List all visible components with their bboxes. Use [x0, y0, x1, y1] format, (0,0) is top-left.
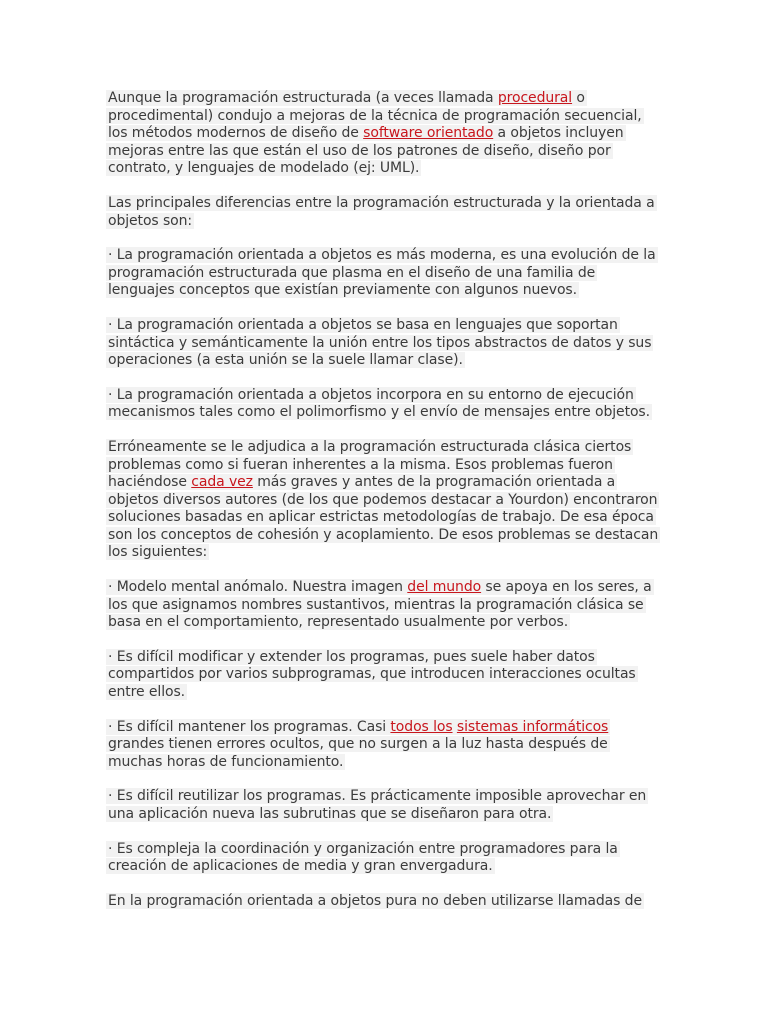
text-run: a objetos incluyen mejoras entre las que están el uso de los patrones de diseño, diseño por contrato, y lenguajes de modelado (ej: UML).	[108, 125, 624, 177]
paragraph-text	[106, 439, 660, 561]
text-run: Las principales diferencias entre la programación estructurada y la orientada a objetos son:	[108, 194, 655, 229]
paragraph-text	[106, 387, 652, 421]
paragraph-text	[106, 893, 644, 909]
text-run: En la programación orientada a objetos pura no deben utilizarse llamadas de	[108, 892, 642, 909]
paragraph	[106, 387, 662, 422]
text-run: · La programación orientada a objetos se basa en lenguajes que soportan sintáctica y semánticamente la unión entre los tipos abstractos de datos y sus operaciones (a esta unión se la suele llamar clase).	[108, 316, 652, 369]
inline-link[interactable]: todos los	[390, 718, 453, 735]
document-body	[106, 90, 662, 927]
paragraph	[106, 719, 662, 772]
inline-link[interactable]: procedural	[497, 90, 573, 106]
paragraph	[106, 788, 662, 823]
paragraph	[106, 90, 662, 178]
text-run: · Modelo mental anómalo. Nuestra imagen	[108, 579, 408, 596]
paragraph-text	[106, 841, 620, 875]
paragraph-text	[106, 195, 657, 229]
text-run: · Es difícil reutilizar los programas. Es prácticamente imposible aprovechar en una aplicación nueva las subrutinas que se diseñaron para otra.	[108, 788, 647, 822]
paragraph	[106, 579, 662, 632]
text-run: Aunque la programación estructurada (a veces llamada	[108, 90, 498, 106]
paragraph	[106, 841, 662, 876]
paragraph-text	[106, 317, 653, 368]
paragraph-text	[106, 579, 654, 630]
paragraph-text	[106, 788, 648, 822]
text-run: · Es difícil mantener los programas. Casi	[108, 718, 391, 735]
text-run: grandes tienen errores ocultos, que no surgen a la luz hasta después de muchas horas de funcionamiento.	[108, 736, 608, 770]
paragraph	[106, 649, 662, 702]
text-run: Erróneamente se le adjudica a la programación estructurada clásica ciertos problemas como si fueran inherentes a la misma. Esos problemas fueron haciéndose	[108, 438, 632, 491]
paragraph	[106, 317, 662, 370]
text-run: · Es compleja la coordinación y organización entre programadores para la creación de aplicaciones de media y gran envergadura.	[108, 840, 618, 875]
text-run: · Es difícil modificar y extender los programas, pues suele haber datos compartidos por varios subprogramas, que introducen interacciones ocultas entre ellos.	[108, 648, 636, 701]
text-run: · La programación orientada a objetos incorpora en su entorno de ejecución mecanismos tales como el polimorfismo y el envío de mensajes entre objetos.	[108, 386, 650, 421]
text-run: se apoya en los seres, a los que asignamos nombres sustantivos, mientras la programación clásica se basa en el comportamiento, representado usualmente por verbos.	[108, 579, 652, 631]
paragraph	[106, 439, 662, 562]
paragraph-text	[106, 649, 638, 700]
inline-link[interactable]: del mundo	[407, 579, 482, 596]
text-run: · La programación orientada a objetos es más moderna, es una evolución de la programación estructurada que plasma en el diseño de una familia de lenguajes conceptos que existían previamente con algunos nuevos.	[108, 247, 656, 299]
paragraph-text	[106, 247, 658, 298]
paragraph-text	[106, 90, 644, 176]
paragraph-text	[106, 719, 610, 770]
text-run: o procedimental) condujo a mejoras de la técnica de programación secuencial, los métodos modernos de diseño de	[108, 90, 642, 142]
paragraph	[106, 893, 662, 911]
paragraph	[106, 247, 662, 300]
inline-link[interactable]: cada vez	[191, 474, 253, 491]
inline-link[interactable]: sistemas informáticos	[456, 718, 609, 735]
paragraph	[106, 195, 662, 230]
text-run: más graves y antes de la programación orientada a objetos diversos autores (de los que podemos destacar a Yourdon) encontraron soluciones basadas en aplicar estrictas metodologías de trabajo. De esa época son los conceptos de cohesión y acoplamiento. De esos problemas se destacan los siguientes:	[108, 474, 659, 561]
inline-link[interactable]: software orientado	[363, 125, 494, 142]
